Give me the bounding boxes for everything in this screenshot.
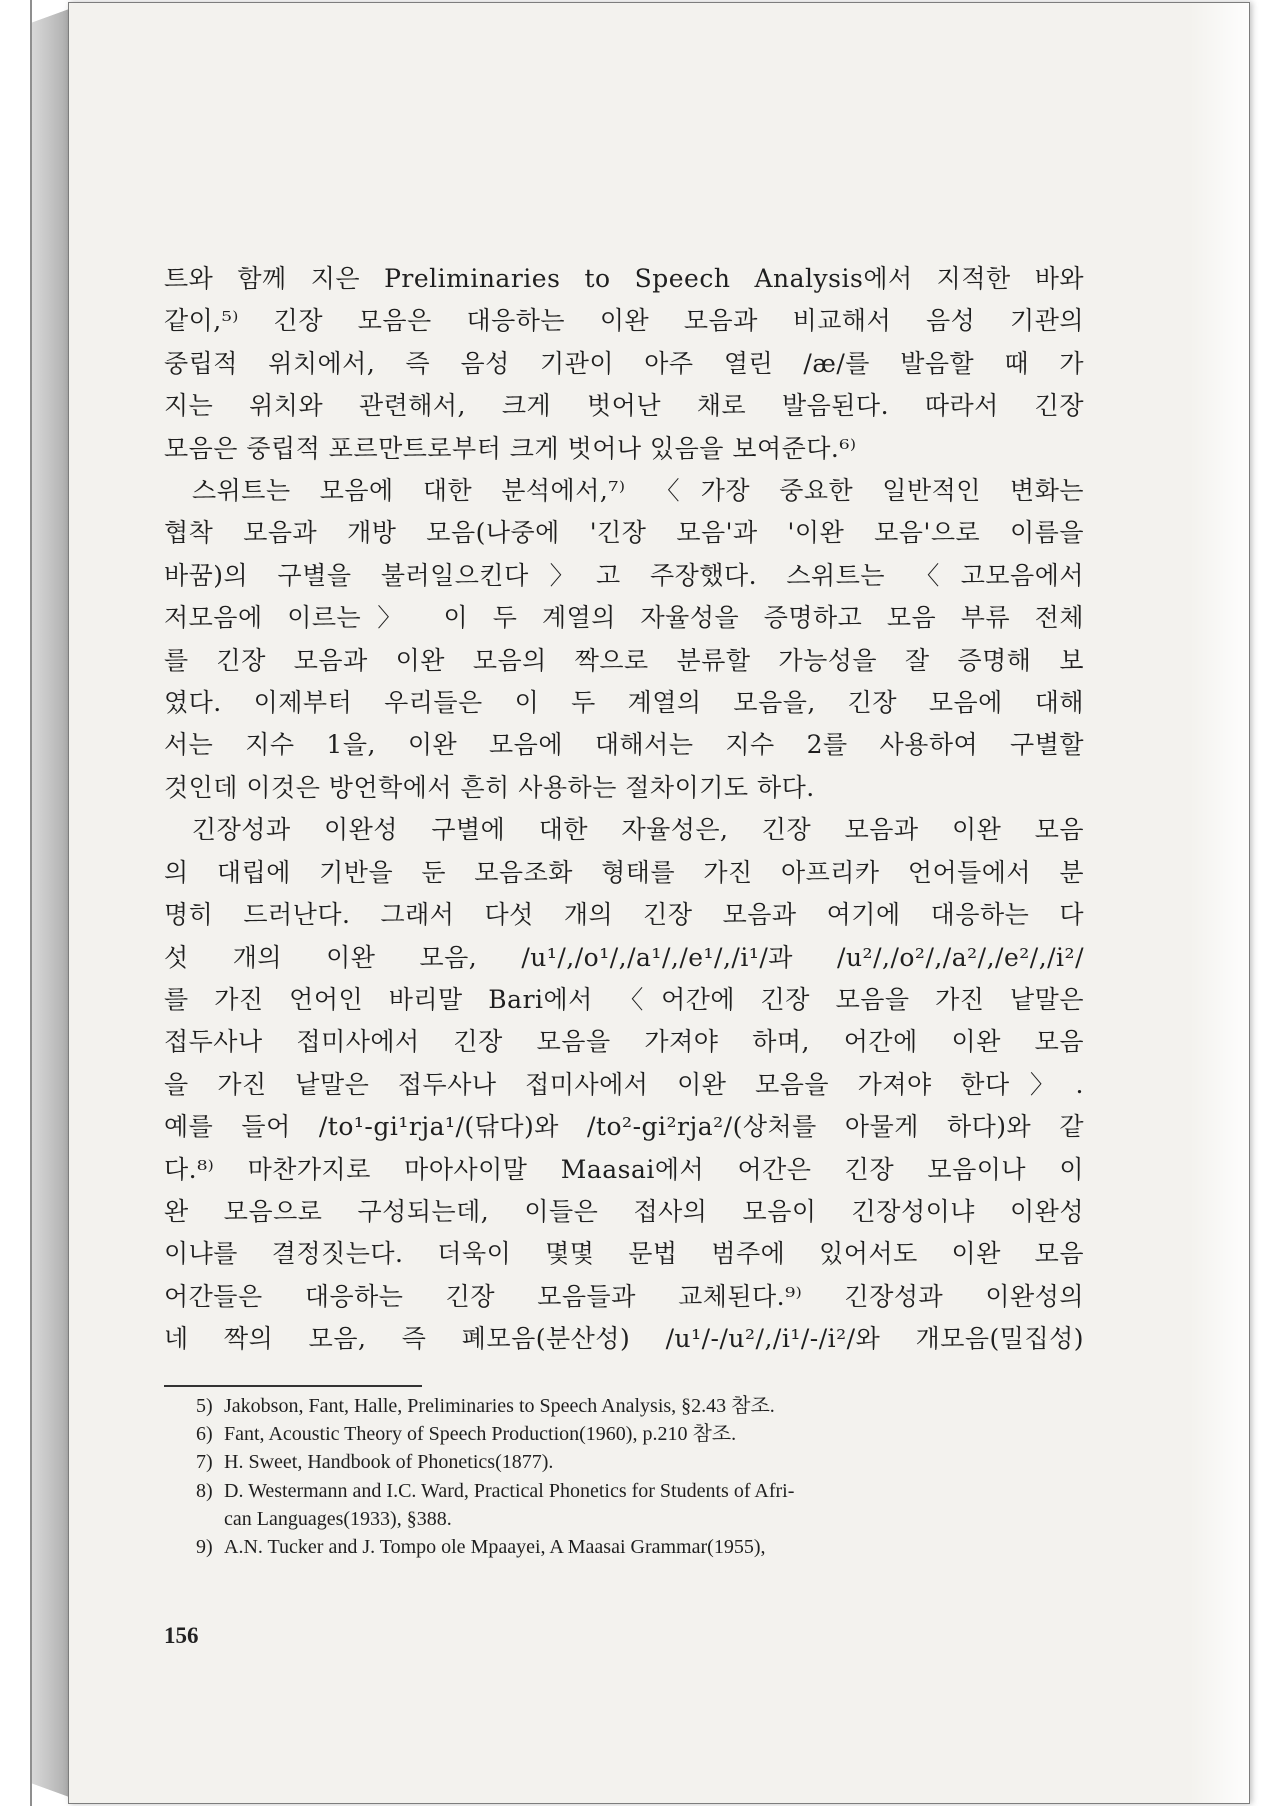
text-line: 중립적 위치에서, 즉 음성 기관이 아주 열린 /æ/를 발음할 때 가: [164, 348, 1084, 378]
text-line: 네 짝의 모음, 즉 폐모음(분산성) /u¹/-/u²/,/i¹/-/i²/와 개모음(밀집성): [164, 1324, 1084, 1354]
text-line: 서는 지수 1을, 이완 모음에 대해서는 지수 2를 사용하여 구별할: [164, 730, 1084, 760]
text-line: 것인데 이것은 방언학에서 흔히 사용하는 절차이기도 하다.: [164, 772, 815, 802]
text-line: 협착 모음과 개방 모음(나중에 '긴장 모음'과 '이완 모음'으로 이름을: [164, 518, 1084, 548]
footnote-text: H. Sweet, Handbook of Phonetics(1877).: [224, 1451, 554, 1474]
body-text: [164, 258, 1084, 1361]
text-line: 섯 개의 이완 모음, /u¹/,/o¹/,/a¹/,/e¹/,/i¹/과 /u²/,/o²/,/a²/,/e²/,/i²/: [164, 942, 1084, 972]
footnote: [196, 1420, 1084, 1448]
text-line: 저모음에 이르는〉 이 두 계열의 자율성을 증명하고 모음 부류 전체: [164, 603, 1084, 633]
text-line: 예를 들어 /to¹-gi¹rja¹/(닦다)와 /to²-gi²rja²/(상처를 아물게 하다)와 같: [164, 1112, 1084, 1142]
footnote-divider: [164, 1385, 422, 1387]
text-line: 완 모음으로 구성되는데, 이들은 접사의 모음이 긴장성이냐 이완성: [164, 1196, 1084, 1226]
text-line: 스위트는 모음에 대한 분석에서,⁷⁾ 〈가장 중요한 일반적인 변화는: [192, 476, 1084, 506]
footnote-number: 8): [196, 1479, 213, 1502]
footnote-text: Fant, Acoustic Theory of Speech Production(1960), p.210 참조.: [224, 1423, 737, 1446]
footnote: [196, 1448, 1084, 1476]
footnote: [196, 1477, 1084, 1505]
text-line: 모음은 중립적 포르만트로부터 크게 벗어나 있음을 보여준다.⁶⁾: [164, 433, 857, 463]
text-line: 어간들은 대응하는 긴장 모음들과 교체된다.⁹⁾ 긴장성과 이완성의: [164, 1281, 1084, 1311]
footnote: [196, 1533, 1084, 1561]
text-line: 다.⁸⁾ 마찬가지로 마아사이말 Maasai에서 어간은 긴장 모음이나 이: [164, 1154, 1084, 1184]
text-line: 였다. 이제부터 우리들은 이 두 계열의 모음을, 긴장 모음에 대해: [164, 688, 1084, 718]
page-number: 156: [164, 1623, 199, 1648]
text-line: 을 가진 낱말은 접두사나 접미사에서 이완 모음을 가져야 한다〉.: [164, 1069, 1084, 1099]
footnote-number: 6): [196, 1423, 213, 1446]
book-spine: [30, 0, 72, 1806]
footnote-continuation: [196, 1505, 1084, 1533]
text-line: 긴장성과 이완성 구별에 대한 자율성은, 긴장 모음과 이완 모음: [192, 815, 1084, 845]
footnote: [196, 1392, 1084, 1420]
footnote-text: Jakobson, Fant, Halle, Preliminaries to Speech Analysis, §2.43 참조.: [224, 1395, 775, 1417]
footnote-text: D. Westermann and I.C. Ward, Practical Phonetics for Students of Afri-: [224, 1479, 795, 1502]
text-line: 를 긴장 모음과 이완 모음의 짝으로 분류할 가능성을 잘 증명해 보: [164, 645, 1084, 675]
footnote-number: 5): [196, 1395, 213, 1417]
footnote-number: 7): [196, 1451, 213, 1474]
text-line: 이냐를 결정짓는다. 더욱이 몇몇 문법 범주에 있어서도 이완 모음: [164, 1239, 1084, 1269]
text-line: 명히 드러난다. 그래서 다섯 개의 긴장 모음과 여기에 대응하는 다: [164, 900, 1084, 930]
footnotes: [196, 1392, 1084, 1561]
text-line: 를 가진 언어인 바리말 Bari에서 〈어간에 긴장 모음을 가진 낱말은: [164, 984, 1084, 1014]
footnote-number: 9): [196, 1536, 213, 1559]
text-line: 트와 함께 지은 Preliminaries to Speech Analysis에서 지적한 바와: [164, 264, 1084, 293]
text-line: 지는 위치와 관련해서, 크게 벗어난 채로 발음된다. 따라서 긴장: [164, 391, 1084, 421]
footnote-text: can Languages(1933), §388.: [224, 1507, 452, 1530]
text-line: 접두사나 접미사에서 긴장 모음을 가져야 하며, 어간에 이완 모음: [164, 1027, 1084, 1057]
text-line: 바꿈)의 구별을 불러일으킨다〉고 주장했다. 스위트는 〈고모음에서: [164, 560, 1084, 590]
text-line: 의 대립에 기반을 둔 모음조화 형태를 가진 아프리카 언어들에서 분: [164, 857, 1084, 887]
text-line: 같이,⁵⁾ 긴장 모음은 대응하는 이완 모음과 비교해서 음성 기관의: [164, 306, 1084, 336]
footnote-text: A.N. Tucker and J. Tompo ole Mpaayei, A Maasai Grammar(1955),: [224, 1536, 766, 1559]
